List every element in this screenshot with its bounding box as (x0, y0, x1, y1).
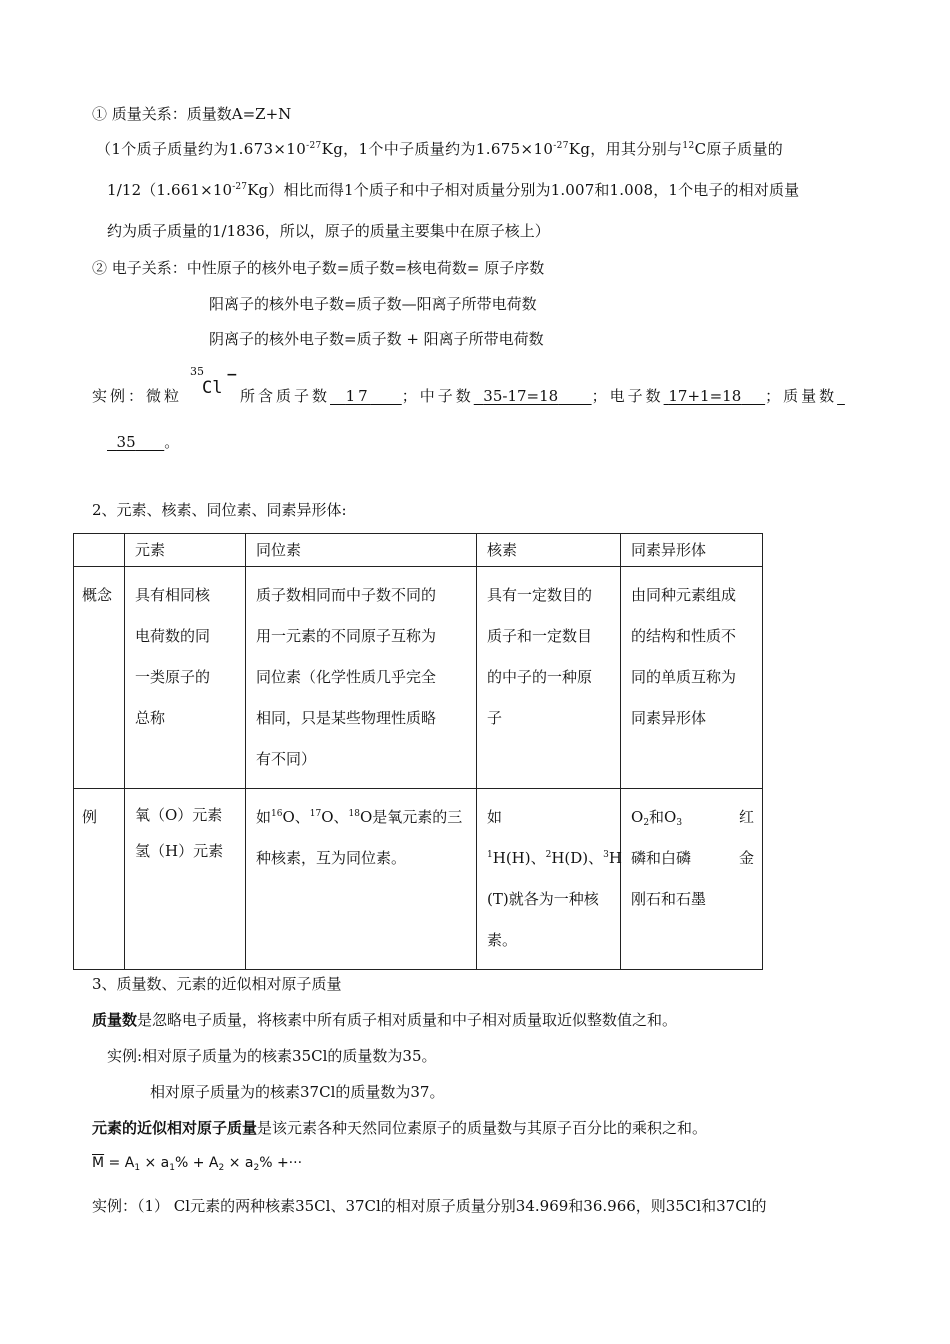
neutron-value: 35-17=18 (483, 387, 559, 405)
mass-relation-line: ① 质量关系：质量数A=Z+N (92, 105, 292, 123)
header-cell (74, 534, 125, 567)
table-row-concept (74, 567, 763, 789)
example-allotrope-cell: $O_2$和$O_3$ 红 磷和白磷 金 刚石和石墨 (621, 789, 763, 970)
example-35cl: 实例:相对原子质量为的核素35Cl的质量数为35。 (107, 1047, 437, 1065)
mass-value: 35 (116, 433, 136, 451)
comparison-table (73, 533, 763, 970)
header-cell: 核素 (477, 534, 621, 567)
example-nuclide-cell: 如 $^1$H(H)、$^2$H(D)、$^3$H (T)就各为一种核 素。 (477, 789, 621, 970)
cation-line: 阳离子的核外电子数=质子数—阳离子所带电荷数 (209, 295, 537, 313)
note-line-3: 约为质子质量的1/1836，所以，原子的质量主要集中在原子核上） (107, 222, 550, 240)
concept-allotrope-cell: 由同种元素组成 的结构和性质不 同的单质互称为 同素异形体 (621, 567, 763, 789)
electron-relation-line: ② 电子关系：中性原子的核外电子数=质子数=核电荷数= 原子序数 (92, 259, 545, 277)
header-cell: 同位素 (246, 534, 477, 567)
row-label: 例 (74, 789, 125, 970)
average-mass-formula: $\overline{M} = A_1 \times a_1\% + A_2 \times a_2\%$ +··· (92, 1155, 303, 1173)
electron-value: 17+1=18 (668, 387, 742, 405)
row-label: 概念 (74, 567, 125, 789)
example-isotope-cell: 如$^{16}$O、$^{17}$O、$^{18}$O是氧元素的三 种核素，互为同位素。 (246, 789, 477, 970)
proton-value: 17 (345, 387, 371, 405)
element-symbol: Cl (202, 378, 223, 398)
table-header-row (74, 534, 763, 567)
approx-mass-definition: 元素的近似相对原子质量是该元素各种天然同位素原子的质量数与其原子百分比的乘积之和。 (92, 1119, 708, 1137)
example-37cl: 相对原子质量为的核素37Cl的质量数为37。 (150, 1083, 445, 1101)
concept-isotope-cell: 质子数相同而中子数不同的 用一元素的不同原子互称为 同位素（化学性质几乎完全 相同，只是某些物理性质略 有不同） (246, 567, 477, 789)
mass-number-term: 质量数 (92, 1011, 138, 1029)
example-rest: 所含质子数 17 ；中子数 35-17=18 ；电子数 17+1=18 ；质量数 (240, 387, 838, 405)
approx-mass-term: 元素的近似相对原子质量 (92, 1119, 258, 1137)
example-prefix: 实例：微粒 (92, 387, 183, 405)
note-line-1: （1个质子质量约为$1.673\times 10^{-27}Kg$，1个中子质量约为$1.675\times 10^{-27}Kg$，用其分别与$^{12}$C原子质量的 (96, 140, 784, 158)
header-cell: 元素 (125, 534, 246, 567)
anion-line: 阴离子的核外电子数=质子数 + 阳离子所带电荷数 (209, 330, 544, 348)
header-cell: 同素异形体 (621, 534, 763, 567)
table-row-example (74, 789, 763, 970)
section2-heading: 2、元素、核素、同位素、同素异形体: (92, 501, 347, 519)
final-example-line: 实例：（1） Cl元素的两种核素35Cl、37Cl的相对原子质量分别34.969和36.966，则35Cl和37Cl的 (92, 1197, 767, 1215)
mass-value-line: 35 。 (116, 433, 180, 451)
example-element-cell: 氧（O）元素 氢（H）元素 (125, 789, 246, 970)
charge: − (226, 367, 238, 383)
mass-number-definition: 质量数是忽略电子质量，将核素中所有质子相对质量和中子相对质量取近似整数值之和。 (92, 1011, 678, 1029)
concept-nuclide-cell: 具有一定数目的 质子和一定数目 的中子的一种原 子 (477, 567, 621, 789)
section3-heading: 3、质量数、元素的近似相对原子质量 (92, 975, 342, 993)
note-line-2: $1/12(1.661\times 10^{-27}Kg)$相比而得1个质子和中子相对质量分别为1.007和1.008，1个电子的相对质量 (107, 181, 800, 199)
mass-number: 35 (190, 365, 204, 378)
chlorine-ion-symbol (190, 366, 238, 406)
concept-element-cell: 具有相同核 电荷数的同 一类原子的 总称 (125, 567, 246, 789)
